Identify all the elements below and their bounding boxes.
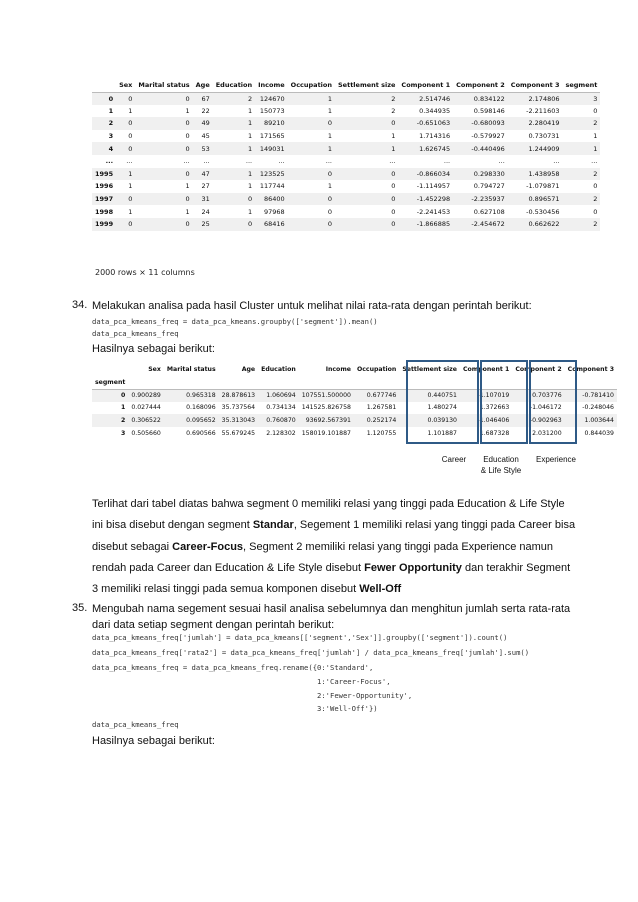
table-cell: 89210 — [263, 119, 285, 128]
table-cell: 55.679245 — [221, 429, 256, 437]
column-header: Component 2 — [515, 365, 562, 373]
table-cell: 0.095652 — [186, 416, 216, 424]
table-cell: 1 — [247, 106, 253, 115]
table-cell: 0 — [327, 220, 332, 229]
code-line: data_pca_kmeans_freq = data_pca_kmeans.groupby(['segment']).mean() — [92, 317, 378, 326]
code-line: data_pca_kmeans_freq — [92, 720, 179, 729]
table-cell: 1 — [185, 182, 190, 191]
table-header-row — [92, 78, 600, 92]
table-cell: 1 — [593, 144, 598, 153]
table-cell: 1 — [247, 207, 253, 216]
table-cell: 1.060694 — [266, 392, 296, 400]
table-cell: 107551.500000 — [301, 392, 351, 400]
table-cell: 1 — [247, 132, 253, 141]
code-line: 3:'Well-Off'}) — [92, 704, 378, 713]
table-cell: 97968 — [263, 207, 285, 216]
column-header: Sex — [148, 365, 161, 373]
table-cell: 1 — [391, 144, 396, 153]
table-cell: 0.834122 — [473, 94, 505, 103]
table-cell: 3 — [593, 94, 598, 103]
table-cell: 123525 — [259, 169, 285, 178]
table-cell: 0.896571 — [528, 195, 560, 204]
component-label-education: Education — [483, 455, 519, 464]
table-cell: 0 — [327, 169, 332, 178]
table-row — [92, 155, 600, 168]
row-index: 2 — [121, 416, 126, 424]
table-cell: 1.438958 — [528, 169, 560, 178]
table-cell: -0.651063 — [416, 119, 451, 128]
table-cell: 35.313043 — [221, 416, 256, 424]
table-cell: 0 — [391, 207, 396, 216]
code-line: data_pca_kmeans_freq['jumlah'] = data_pca_kmeans[['segment','Sex']].groupby(['segment']).count() — [92, 633, 508, 642]
table-cell: 1 — [128, 182, 133, 191]
row-index: 1 — [121, 404, 126, 412]
table-cell: 2.128302 — [266, 429, 296, 437]
item-number: 35. — [72, 602, 88, 614]
table-cell: 0 — [247, 220, 253, 229]
table-cell: -0.781410 — [582, 392, 614, 400]
table-cell: 0 — [391, 119, 396, 128]
table-cell: 2 — [593, 220, 598, 229]
table-cell: 2 — [593, 119, 598, 128]
table-row — [92, 168, 600, 181]
table-cell: 0 — [185, 195, 190, 204]
table-cell: 0.965318 — [186, 392, 216, 400]
table-cell: 0 — [247, 195, 253, 204]
row-index: 0 — [108, 94, 114, 103]
paragraph-line: Terlihat dari tabel diatas bahwa segment 0 memiliki relasi yang tinggi pada Education & Life Style — [92, 498, 565, 510]
row-index: 1996 — [95, 182, 114, 191]
table-cell: 0.306522 — [131, 416, 161, 424]
segment-name-fewer-opportunity: Fewer Opportunity — [364, 561, 462, 574]
table-row — [92, 92, 600, 105]
paragraph-line: 3 memiliki relasi tinggi pada semua komponen disebut Well-Off — [92, 583, 402, 596]
paragraph-line: disebut sebagai Career-Focus, Segment 2 memiliki relasi yang tinggi pada Experience namun — [92, 540, 554, 553]
table-cell: ... — [245, 157, 253, 166]
table-cell: 49 — [201, 119, 210, 128]
column-header: Marital status — [138, 80, 190, 89]
table-cell: -1.107019 — [477, 392, 510, 400]
table-cell: 2 — [391, 94, 396, 103]
table-row — [92, 130, 600, 143]
table-cell: -2.235937 — [471, 195, 505, 204]
table-cell: 1 — [247, 182, 253, 191]
table-cell: 2.174806 — [528, 94, 560, 103]
row-index: 3 — [108, 132, 114, 141]
table-cell: 2 — [247, 94, 253, 103]
table-cell: ... — [443, 157, 451, 166]
item-instruction: dari data setiap segment dengan perintah berikut: — [92, 619, 335, 631]
row-index: 1995 — [95, 169, 114, 178]
column-header: Settlement size — [402, 365, 457, 373]
table-cell: 0.734134 — [266, 404, 296, 412]
component-label-career: Career — [441, 455, 467, 464]
table-cell: 67 — [201, 94, 210, 103]
table-cell: 27 — [201, 182, 210, 191]
table-cell: 1 — [247, 119, 253, 128]
table-cell: 93692.567391 — [305, 416, 351, 424]
column-header: Education — [261, 365, 296, 373]
table-cell: 0 — [185, 220, 190, 229]
table-cell: 0.794727 — [473, 182, 505, 191]
table-cell: ... — [183, 157, 190, 166]
table-cell: -0.248046 — [582, 404, 614, 412]
column-header — [92, 361, 128, 377]
table-cell: 0 — [185, 144, 190, 153]
column-header: Component 1 — [462, 365, 510, 373]
column-header: Income — [325, 365, 351, 373]
table-cell: 1 — [327, 94, 332, 103]
table-cell: ... — [278, 157, 285, 166]
table-cell: -0.866034 — [416, 169, 451, 178]
table-cell: 22 — [201, 106, 210, 115]
column-header: Education — [215, 80, 253, 89]
row-index: 4 — [108, 144, 114, 153]
paragraph-line: ini bisa disebut dengan segment Standar, Segement 1 memiliki relasi yang tinggi pada Career bisa — [92, 519, 576, 532]
table-cell: 1 — [327, 106, 332, 115]
table-cell: 141525.826758 — [301, 404, 351, 412]
table-row — [92, 117, 600, 130]
table-cell: 1 — [391, 132, 396, 141]
table-cell: 1.003644 — [584, 416, 614, 424]
table-cell: 1 — [247, 144, 253, 153]
table-cell: 2.280419 — [528, 119, 560, 128]
row-index: 3 — [121, 429, 126, 437]
code-line: data_pca_kmeans_freq — [92, 329, 179, 338]
table-cell: 1.267581 — [366, 404, 397, 412]
table-cell: 0.505660 — [131, 429, 161, 437]
table-cell: 0.844039 — [584, 429, 614, 437]
table-cell: -0.579927 — [471, 132, 505, 141]
table-cell: ... — [498, 157, 505, 166]
table-cell: ... — [553, 157, 560, 166]
table-shape-caption: 2000 rows × 11 columns — [95, 268, 195, 277]
table-cell: 0 — [128, 94, 133, 103]
component-label-experience: Experience — [535, 455, 577, 464]
table-cell: 0 — [593, 207, 598, 216]
table-cell: 0 — [593, 106, 598, 115]
table-cell: 1.372663 — [479, 404, 510, 412]
table-cell: 0.900289 — [131, 392, 161, 400]
table-cell: 24 — [201, 207, 210, 216]
table-cell: 0 — [391, 182, 396, 191]
table-cell: 1.687328 — [479, 429, 510, 437]
table-cell: 0.662622 — [528, 220, 560, 229]
table-row — [92, 142, 600, 155]
component-label-life-style: & Life Style — [480, 466, 522, 475]
table-cell: 0.730731 — [528, 132, 560, 141]
table-cell: 0 — [185, 119, 190, 128]
column-header: Component 1 — [401, 80, 451, 89]
segment-name-career-focus: Career-Focus — [172, 540, 244, 553]
table-cell: 1 — [128, 207, 133, 216]
table-cell: 0 — [128, 119, 133, 128]
row-index: 1997 — [95, 195, 114, 204]
row-index: 1998 — [95, 207, 114, 216]
index-name: segment — [95, 379, 126, 387]
table-cell: 1.244909 — [528, 144, 560, 153]
row-index: ... — [105, 157, 114, 166]
paragraph-line: rendah pada Career dan Education & Life Style disebut Fewer Opportunity dan terakhir Segment — [92, 561, 571, 574]
table-cell: 1 — [128, 169, 133, 178]
result-label: Hasilnya sebagai berikut: — [92, 735, 215, 747]
table-cell: 0 — [128, 195, 133, 204]
table-cell: 2.031200 — [532, 429, 562, 437]
table-cell: 0 — [391, 169, 396, 178]
table-cell: -2.454672 — [471, 220, 505, 229]
code-line: data_pca_kmeans_freq['rata2'] = data_pca_kmeans_freq['jumlah'] / data_pca_kmeans_freq['jumlah'].sum() — [92, 648, 530, 657]
table-cell: 1.101887 — [427, 429, 457, 437]
table-cell: 2 — [391, 106, 396, 115]
table-cell: 0.677746 — [366, 392, 397, 400]
table-cell: 47 — [201, 169, 210, 178]
column-header: Age — [241, 365, 256, 373]
segment-name-standar: Standar — [252, 519, 294, 532]
table-row — [92, 105, 600, 118]
table-cell: 35.737564 — [221, 404, 256, 412]
table-cell: 124670 — [259, 94, 285, 103]
table-cell: 1.626745 — [419, 144, 451, 153]
row-index: 2 — [108, 119, 114, 128]
table-cell: 1.480274 — [427, 404, 457, 412]
table-cell: -1.046406 — [477, 416, 510, 424]
table-cell: 53 — [201, 144, 210, 153]
code-line: data_pca_kmeans_freq = data_pca_kmeans_freq.rename({0:'Standard', — [92, 663, 374, 672]
item-instruction: Mengubah nama segement sesuai hasil analisa sebelumnya dan menghitun jumlah serta rata-rata — [92, 603, 571, 615]
table-cell: 2 — [593, 195, 598, 204]
table-cell: 25 — [201, 220, 210, 229]
column-header — [92, 78, 116, 92]
column-header: Settlement size — [338, 80, 396, 89]
column-header: Component 3 — [567, 365, 614, 373]
table-cell: 0 — [185, 94, 190, 103]
table-cell: 68416 — [263, 220, 285, 229]
table-cell: 171565 — [259, 132, 285, 141]
table-cell: ... — [591, 157, 598, 166]
item-instruction: Melakukan analisa pada hasil Cluster untuk melihat nilai rata-rata dengan perintah berikut: — [92, 300, 532, 312]
table-cell: 0.440751 — [427, 392, 457, 400]
code-line: 2:'Fewer-Opportunity', — [92, 691, 413, 700]
column-header: Age — [195, 80, 210, 89]
highlight-box-component-2 — [480, 360, 528, 444]
row-index: 1 — [108, 106, 114, 115]
row-index: 1999 — [95, 220, 114, 229]
table-cell: -1.452298 — [416, 195, 451, 204]
table-cell: 0 — [327, 195, 332, 204]
table-cell: 1 — [327, 182, 332, 191]
dataframe-table-1 — [92, 78, 600, 231]
column-header: Sex — [119, 80, 133, 89]
table-cell: 0 — [593, 182, 598, 191]
table-cell: 86400 — [263, 195, 285, 204]
table-cell: -2.211603 — [526, 106, 560, 115]
table-cell: ... — [203, 157, 210, 166]
table-cell: 28.878613 — [221, 392, 256, 400]
table-cell: -1.046172 — [529, 404, 562, 412]
table-cell: 158019.101887 — [301, 429, 351, 437]
table-row — [92, 193, 600, 206]
result-label: Hasilnya sebagai berikut: — [92, 343, 215, 355]
table-cell: 0.027444 — [131, 404, 161, 412]
code-line: 1:'Career-Focus', — [92, 677, 391, 686]
table-cell: 1.120755 — [366, 429, 397, 437]
table-cell: 1 — [327, 132, 332, 141]
table-cell: -2.241453 — [416, 207, 451, 216]
table-cell: 0 — [185, 169, 190, 178]
table-cell: 0.344935 — [419, 106, 451, 115]
table-cell: 0 — [128, 132, 133, 141]
table-cell: ... — [389, 157, 396, 166]
table-cell: 0 — [185, 132, 190, 141]
column-header: Component 3 — [510, 80, 560, 89]
column-header: segment — [565, 80, 598, 89]
table-cell: 1 — [185, 207, 190, 216]
table-cell: 2.514746 — [419, 94, 451, 103]
table-cell: 1 — [128, 106, 133, 115]
table-cell: -1.866885 — [416, 220, 451, 229]
table-cell: 0 — [327, 207, 332, 216]
table-cell: -0.440496 — [471, 144, 505, 153]
column-header: Component 2 — [456, 80, 505, 89]
table-row — [92, 205, 600, 218]
table-cell: -1.079871 — [526, 182, 560, 191]
analysis-paragraph — [92, 494, 576, 600]
segment-name-well-off: Well-Off — [359, 583, 402, 596]
table-cell: ... — [325, 157, 332, 166]
table-cell: 0.760870 — [266, 416, 296, 424]
table-cell: 45 — [201, 132, 210, 141]
table-cell: 0.039130 — [427, 416, 457, 424]
table-row — [92, 180, 600, 193]
column-header: Occupation — [290, 80, 332, 89]
row-index: 0 — [121, 392, 126, 400]
table-cell: -0.530456 — [526, 207, 560, 216]
table-cell: 0.598146 — [473, 106, 505, 115]
table-cell: 149031 — [259, 144, 285, 153]
table-cell: 0.168096 — [186, 404, 216, 412]
table-cell: 1.714316 — [419, 132, 451, 141]
table-cell: 117744 — [259, 182, 285, 191]
table-cell: 0.703776 — [532, 392, 562, 400]
table-cell: 0 — [391, 195, 396, 204]
table-cell: 1 — [593, 132, 598, 141]
highlight-box-component-3 — [529, 360, 577, 444]
table-row — [92, 218, 600, 231]
table-cell: 0.298330 — [473, 169, 505, 178]
column-header: Marital status — [166, 365, 216, 373]
item-number: 34. — [72, 299, 88, 311]
table-cell: 2 — [593, 169, 598, 178]
table-cell: 31 — [201, 195, 210, 204]
table-cell: 0.690566 — [186, 429, 216, 437]
highlight-box-component-1 — [406, 360, 479, 444]
table-cell: 1 — [327, 144, 332, 153]
table-cell: 1 — [247, 169, 253, 178]
table-cell: 150773 — [259, 106, 285, 115]
table-cell: 1 — [185, 106, 190, 115]
table-cell: 0 — [391, 220, 396, 229]
table-cell: 0 — [327, 119, 332, 128]
table-cell: 0.627108 — [473, 207, 505, 216]
table-cell: 0 — [128, 220, 133, 229]
table-cell: 0 — [128, 144, 133, 153]
table-cell: -0.902963 — [529, 416, 562, 424]
table-cell: 0.252174 — [366, 416, 397, 424]
column-header: Occupation — [356, 365, 397, 373]
table-cell: ... — [126, 157, 133, 166]
table-cell: -0.680093 — [471, 119, 505, 128]
column-header: Income — [258, 80, 285, 89]
table-cell: -1.114957 — [416, 182, 451, 191]
